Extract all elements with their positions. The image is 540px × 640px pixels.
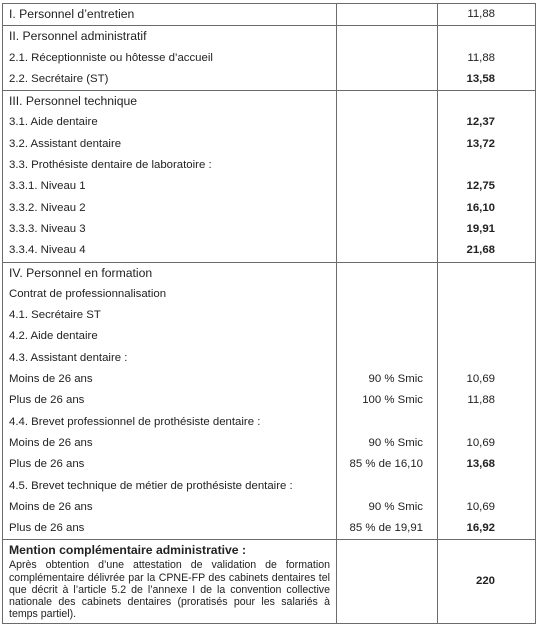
- row-rate-basis: [337, 476, 438, 497]
- row-value: [438, 155, 536, 176]
- row-value: 11,88: [438, 48, 536, 69]
- row-rate-basis: 85 % de 16,10: [337, 454, 438, 475]
- row-value: [438, 476, 536, 497]
- row-value: [438, 26, 536, 48]
- row-label: 4.4. Brevet professionnel de prothésiste dentaire :: [3, 412, 337, 433]
- row-value: 16,10: [438, 198, 536, 219]
- table-row: [3, 48, 536, 69]
- row-rate-basis: [337, 240, 438, 262]
- row-label: 4.1. Secrétaire ST: [3, 305, 337, 326]
- row-value: [438, 284, 536, 305]
- table-row: [3, 305, 536, 326]
- row-label: Plus de 26 ans: [3, 390, 337, 411]
- row-rate-basis: [337, 69, 438, 91]
- row-rate-basis: [337, 198, 438, 219]
- row-label: 3.3. Prothésiste dentaire de laboratoire :: [3, 155, 337, 176]
- row-rate-basis: [337, 176, 438, 197]
- row-rate-basis: 90 % Smic: [337, 369, 438, 390]
- row-label: 2.1. Réceptionniste ou hôtesse d’accueil: [3, 48, 337, 69]
- row-value: 16,92: [438, 518, 536, 540]
- table-row: [3, 4, 536, 26]
- row-rate-basis: [337, 305, 438, 326]
- table-row: [3, 412, 536, 433]
- row-rate-basis: 100 % Smic: [337, 390, 438, 411]
- row-label: 3.3.1. Niveau 1: [3, 176, 337, 197]
- salary-table: [2, 3, 536, 624]
- mention-mid-cell: [337, 540, 438, 623]
- row-label: 2.2. Secrétaire (ST): [3, 69, 337, 91]
- salary-table-container: [2, 3, 535, 624]
- row-rate-basis: 90 % Smic: [337, 433, 438, 454]
- section-heading: II. Personnel administratif: [3, 26, 337, 48]
- table-row: [3, 134, 536, 155]
- table-row: [3, 112, 536, 133]
- section-heading: IV. Personnel en formation: [3, 262, 337, 284]
- row-rate-basis: [337, 155, 438, 176]
- salary-table-body: [3, 4, 536, 624]
- row-label: 3.2. Assistant dentaire: [3, 134, 337, 155]
- table-row: [3, 69, 536, 91]
- table-row: [3, 497, 536, 518]
- table-row: [3, 284, 536, 305]
- row-label: 3.3.3. Niveau 3: [3, 219, 337, 240]
- row-value: [438, 348, 536, 369]
- table-row: [3, 176, 536, 197]
- row-label: 4.3. Assistant dentaire :: [3, 348, 337, 369]
- table-row: [3, 390, 536, 411]
- row-rate-basis: [337, 412, 438, 433]
- table-row: [3, 476, 536, 497]
- row-rate-basis: [337, 348, 438, 369]
- table-row: [3, 240, 536, 262]
- table-row: [3, 348, 536, 369]
- row-rate-basis: 85 % de 19,91: [337, 518, 438, 540]
- row-value: [438, 305, 536, 326]
- row-rate-basis: [337, 112, 438, 133]
- row-rate-basis: [337, 219, 438, 240]
- table-row: [3, 26, 536, 48]
- table-row: [3, 262, 536, 284]
- table-row: [3, 198, 536, 219]
- row-value: 13,58: [438, 69, 536, 91]
- row-label: 3.3.4. Niveau 4: [3, 240, 337, 262]
- row-value: 11,88: [438, 4, 536, 26]
- row-value: 19,91: [438, 219, 536, 240]
- table-row: [3, 433, 536, 454]
- row-label: Moins de 26 ans: [3, 369, 337, 390]
- mention-value: 220: [438, 540, 536, 623]
- mention-row: [3, 540, 536, 623]
- row-rate-basis: [337, 326, 438, 347]
- mention-text: Après obtention d’une attestation de validation de formation complémentaire délivrée par la CPNE-FP des cabinets dentaires tel que décrit à l’article 5.2 de l’annexe I de la convention collective nationale des cabinets dentaires (proratisés pour les salariés à temps partiel).: [9, 559, 330, 620]
- row-rate-basis: [337, 48, 438, 69]
- row-rate-basis: [337, 262, 438, 284]
- row-label: 4.2. Aide dentaire: [3, 326, 337, 347]
- row-rate-basis: [337, 4, 438, 26]
- row-rate-basis: [337, 26, 438, 48]
- row-label: Plus de 26 ans: [3, 518, 337, 540]
- row-value: 13,68: [438, 454, 536, 475]
- row-value: 12,37: [438, 112, 536, 133]
- row-value: 11,88: [438, 390, 536, 411]
- row-rate-basis: 90 % Smic: [337, 497, 438, 518]
- row-rate-basis: [337, 134, 438, 155]
- row-value: [438, 262, 536, 284]
- row-value: 10,69: [438, 369, 536, 390]
- row-value: 21,68: [438, 240, 536, 262]
- row-value: [438, 412, 536, 433]
- table-row: [3, 155, 536, 176]
- row-label: Plus de 26 ans: [3, 454, 337, 475]
- row-label: Moins de 26 ans: [3, 497, 337, 518]
- row-value: 10,69: [438, 433, 536, 454]
- section-heading: III. Personnel technique: [3, 91, 337, 113]
- row-value: [438, 91, 536, 113]
- table-row: [3, 91, 536, 113]
- row-label: 4.5. Brevet technique de métier de prothésiste dentaire :: [3, 476, 337, 497]
- section-heading: I. Personnel d’entretien: [3, 4, 337, 26]
- row-rate-basis: [337, 91, 438, 113]
- row-label: Contrat de professionnalisation: [3, 284, 337, 305]
- row-label: 3.3.2. Niveau 2: [3, 198, 337, 219]
- row-value: 12,75: [438, 176, 536, 197]
- table-row: [3, 326, 536, 347]
- table-row: [3, 518, 536, 540]
- mention-cell: [3, 540, 337, 623]
- table-row: [3, 369, 536, 390]
- mention-title: Mention complémentaire administrative :: [9, 543, 247, 558]
- row-rate-basis: [337, 284, 438, 305]
- row-label: 3.1. Aide dentaire: [3, 112, 337, 133]
- row-value: 13,72: [438, 134, 536, 155]
- table-row: [3, 454, 536, 475]
- row-value: 10,69: [438, 497, 536, 518]
- table-row: [3, 219, 536, 240]
- row-label: Moins de 26 ans: [3, 433, 337, 454]
- row-value: [438, 326, 536, 347]
